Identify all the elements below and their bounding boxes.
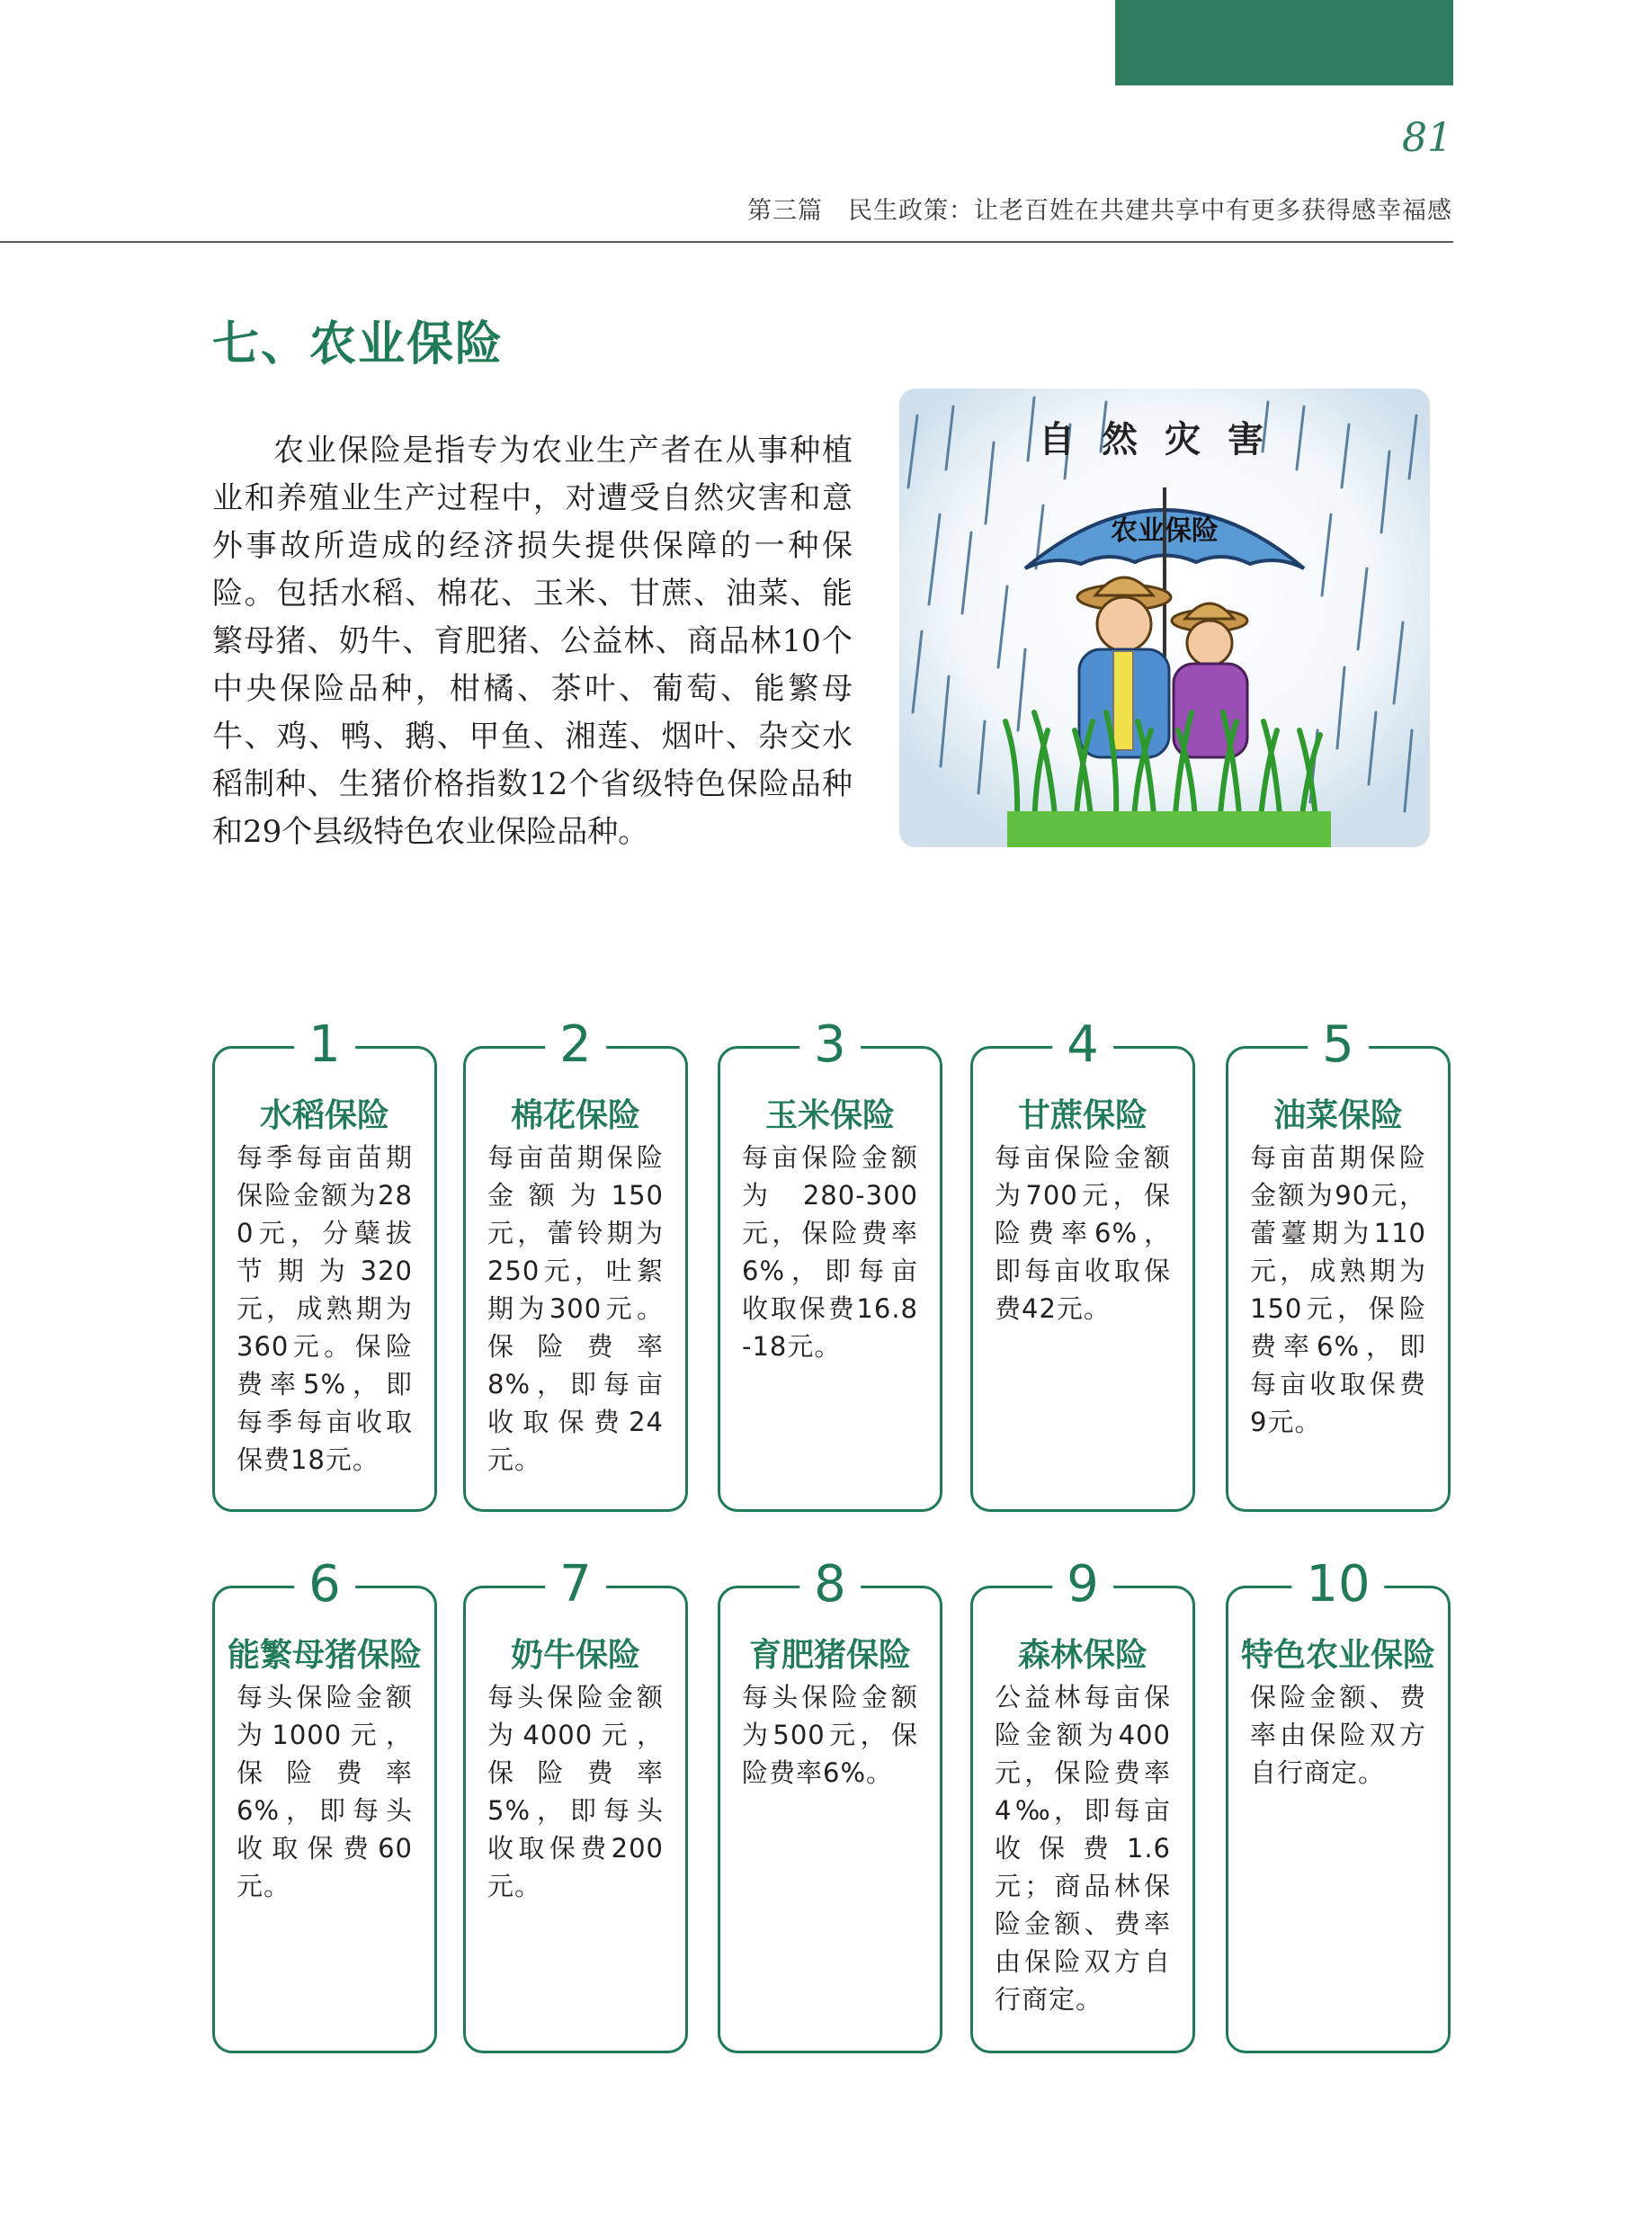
card-body: 每亩苗期保险金额为150元，蕾铃期为250元，吐絮期为300元。保险费率8%，即每亩收取保费24元。 bbox=[487, 1142, 664, 1475]
card-body: 保险金额、费率由保险双方自行商定。 bbox=[1250, 1682, 1426, 1788]
card-title: 奶牛保险 bbox=[510, 1637, 640, 1674]
card-body: 公益林每亩保险金额为400元，保险费率4‰，即每亩收保费1.6元；商品林保险金额、费率由保险双方自行商定。 bbox=[995, 1682, 1171, 2015]
header-color-bar bbox=[1115, 0, 1453, 85]
disaster-banner-text: 自然灾害 bbox=[1039, 419, 1290, 460]
card-body: 每亩保险金额为700元，保险费率6%，即每亩收取保费42元。 bbox=[995, 1142, 1171, 1324]
card-number: 9 bbox=[1052, 1558, 1113, 1612]
card-body: 每头保险金额为4000元，保险费率5%，即每头收取保费200元。 bbox=[487, 1682, 664, 1901]
card-number: 4 bbox=[1052, 1018, 1113, 1072]
grass-base bbox=[1007, 811, 1331, 847]
intro-paragraph: 农业保险是指专为农业生产者在从事种植业和养殖业生产过程中，对遭受自然灾害和意外事故所造成的经济损失提供保障的一种保险。包括水稻、棉花、玉米、甘蔗、油菜、能繁母猪、奶牛、育肥猪、公益林、商品林10个中央保险品种，柑橘、茶叶、葡萄、能繁母牛、鸡、鸭、鹅、甲鱼、湘莲、烟叶、杂交水稻制种、生猪价格指数12个省级特色保险品种和29个县级特色农业保险品种。 bbox=[212, 433, 853, 850]
insurance-card-5 bbox=[1226, 1015, 1451, 1512]
card-number: 6 bbox=[294, 1558, 355, 1612]
insurance-card-3 bbox=[718, 1015, 942, 1512]
card-body: 每头保险金额为500元，保险费率6%。 bbox=[742, 1682, 918, 1788]
card-title: 甘蔗保险 bbox=[1017, 1097, 1147, 1134]
female-farmer bbox=[1172, 603, 1247, 757]
card-number: 8 bbox=[799, 1558, 861, 1612]
card-title: 水稻保险 bbox=[259, 1097, 389, 1134]
header-divider bbox=[0, 241, 1453, 243]
card-body: 每亩保险金额为280-300元，保险费率6%，即每亩收取保费16.8-18元。 bbox=[742, 1142, 918, 1362]
card-title: 特色农业保险 bbox=[1240, 1637, 1435, 1674]
card-number: 2 bbox=[545, 1018, 606, 1072]
card-number: 1 bbox=[294, 1018, 355, 1072]
card-title: 育肥猪保险 bbox=[748, 1637, 911, 1674]
card-title: 能繁母猪保险 bbox=[227, 1637, 422, 1674]
card-title: 森林保险 bbox=[1017, 1637, 1147, 1674]
card-number: 3 bbox=[799, 1018, 861, 1072]
card-body: 每季每亩苗期保险金额为280元，分蘖拔节期为320元，成熟期为360元。保险费率5%，即每季每亩收取保费18元。 bbox=[237, 1142, 413, 1475]
insurance-card-9 bbox=[970, 1555, 1195, 2053]
card-number: 7 bbox=[545, 1558, 606, 1612]
insurance-card-7 bbox=[463, 1555, 688, 2053]
section-title: 七、农业保险 bbox=[212, 317, 505, 371]
insurance-card-2 bbox=[463, 1015, 688, 1512]
page-number: 81 bbox=[1402, 115, 1452, 161]
running-header: 第三篇 民生政策：让老百姓在共建共享中有更多获得感幸福感 bbox=[747, 197, 1452, 225]
card-title: 棉花保险 bbox=[510, 1097, 640, 1134]
insurance-card-6 bbox=[212, 1555, 437, 2053]
insurance-card-10 bbox=[1226, 1555, 1451, 2053]
card-number: 5 bbox=[1308, 1018, 1369, 1072]
card-body: 每亩苗期保险金额为90元，蕾薹期为110元，成熟期为150元，保险费率6%，即每亩收取保费9元。 bbox=[1250, 1142, 1426, 1437]
card-number: 10 bbox=[1291, 1558, 1384, 1612]
card-title: 油菜保险 bbox=[1272, 1097, 1403, 1134]
insurance-card-4 bbox=[970, 1015, 1195, 1512]
card-title: 玉米保险 bbox=[764, 1097, 895, 1134]
farmers-umbrella-illustration bbox=[899, 389, 1430, 847]
insurance-card-1 bbox=[212, 1015, 437, 1512]
card-body: 每头保险金额为1000元，保险费率6%，即每头收取保费60元。 bbox=[237, 1682, 413, 1901]
insurance-card-8 bbox=[718, 1555, 942, 2053]
umbrella-label: 农业保险 bbox=[1111, 515, 1219, 547]
